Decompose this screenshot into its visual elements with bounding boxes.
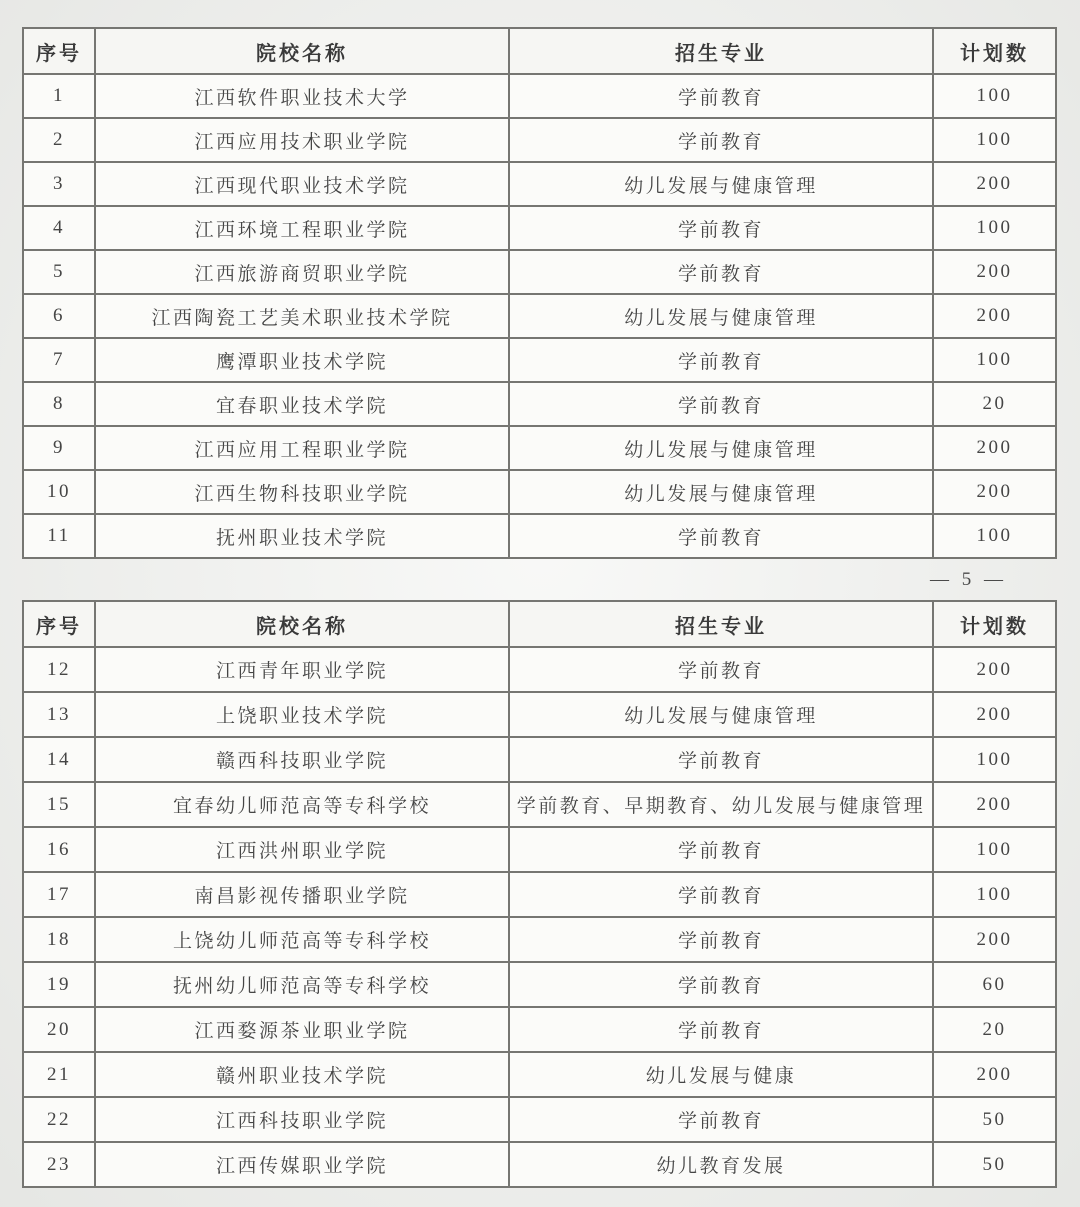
table-header-row bbox=[23, 28, 1056, 74]
header-plan-count: 计划数 bbox=[933, 28, 1056, 74]
cell-plan-count: 100 bbox=[933, 872, 1056, 917]
table-row bbox=[23, 338, 1056, 382]
table-row bbox=[23, 470, 1056, 514]
cell-major: 学前教育 bbox=[509, 206, 933, 250]
cell-plan-count: 100 bbox=[933, 206, 1056, 250]
cell-serial-number: 23 bbox=[23, 1142, 95, 1187]
cell-plan-count: 20 bbox=[933, 1007, 1056, 1052]
cell-school-name: 江西现代职业技术学院 bbox=[95, 162, 509, 206]
cell-major: 学前教育 bbox=[509, 737, 933, 782]
cell-major: 学前教育 bbox=[509, 338, 933, 382]
table-row bbox=[23, 1142, 1056, 1187]
cell-major: 幼儿教育发展 bbox=[509, 1142, 933, 1187]
page-number: — 5 — bbox=[930, 569, 1007, 590]
table-row bbox=[23, 294, 1056, 338]
cell-plan-count: 60 bbox=[933, 962, 1056, 1007]
cell-major: 学前教育 bbox=[509, 827, 933, 872]
cell-plan-count: 50 bbox=[933, 1097, 1056, 1142]
cell-serial-number: 22 bbox=[23, 1097, 95, 1142]
cell-major: 学前教育 bbox=[509, 647, 933, 692]
cell-school-name: 江西婺源茶业职业学院 bbox=[95, 1007, 509, 1052]
header-school-name: 院校名称 bbox=[95, 601, 509, 647]
table-row bbox=[23, 647, 1056, 692]
header-major: 招生专业 bbox=[509, 28, 933, 74]
cell-school-name: 江西洪州职业学院 bbox=[95, 827, 509, 872]
cell-serial-number: 10 bbox=[23, 470, 95, 514]
cell-school-name: 江西青年职业学院 bbox=[95, 647, 509, 692]
table-row bbox=[23, 1097, 1056, 1142]
table-row bbox=[23, 206, 1056, 250]
cell-serial-number: 7 bbox=[23, 338, 95, 382]
cell-plan-count: 50 bbox=[933, 1142, 1056, 1187]
cell-major: 幼儿发展与健康 bbox=[509, 1052, 933, 1097]
cell-school-name: 江西软件职业技术大学 bbox=[95, 74, 509, 118]
cell-school-name: 鹰潭职业技术学院 bbox=[95, 338, 509, 382]
cell-plan-count: 100 bbox=[933, 74, 1056, 118]
cell-serial-number: 2 bbox=[23, 118, 95, 162]
cell-major: 学前教育 bbox=[509, 1007, 933, 1052]
header-major: 招生专业 bbox=[509, 601, 933, 647]
cell-major: 学前教育、早期教育、幼儿发展与健康管理 bbox=[509, 782, 933, 827]
cell-plan-count: 200 bbox=[933, 647, 1056, 692]
cell-major: 幼儿发展与健康管理 bbox=[509, 692, 933, 737]
table-row bbox=[23, 962, 1056, 1007]
cell-plan-count: 100 bbox=[933, 827, 1056, 872]
cell-plan-count: 20 bbox=[933, 382, 1056, 426]
cell-school-name: 上饶幼儿师范高等专科学校 bbox=[95, 917, 509, 962]
cell-school-name: 江西环境工程职业学院 bbox=[95, 206, 509, 250]
table-row bbox=[23, 382, 1056, 426]
cell-plan-count: 200 bbox=[933, 294, 1056, 338]
cell-plan-count: 200 bbox=[933, 1052, 1056, 1097]
cell-school-name: 抚州职业技术学院 bbox=[95, 514, 509, 558]
cell-plan-count: 100 bbox=[933, 118, 1056, 162]
cell-plan-count: 200 bbox=[933, 426, 1056, 470]
cell-school-name: 江西生物科技职业学院 bbox=[95, 470, 509, 514]
cell-school-name: 赣州职业技术学院 bbox=[95, 1052, 509, 1097]
cell-major: 学前教育 bbox=[509, 382, 933, 426]
header-serial-number: 序号 bbox=[23, 601, 95, 647]
header-plan-count: 计划数 bbox=[933, 601, 1056, 647]
cell-school-name: 南昌影视传播职业学院 bbox=[95, 872, 509, 917]
cell-school-name: 宜春职业技术学院 bbox=[95, 382, 509, 426]
cell-school-name: 江西陶瓷工艺美术职业技术学院 bbox=[95, 294, 509, 338]
cell-plan-count: 200 bbox=[933, 162, 1056, 206]
cell-major: 学前教育 bbox=[509, 250, 933, 294]
cell-serial-number: 20 bbox=[23, 1007, 95, 1052]
cell-major: 学前教育 bbox=[509, 514, 933, 558]
cell-serial-number: 19 bbox=[23, 962, 95, 1007]
cell-school-name: 赣西科技职业学院 bbox=[95, 737, 509, 782]
table-header-row bbox=[23, 601, 1056, 647]
admission-plan-table-1 bbox=[22, 27, 1057, 559]
cell-serial-number: 8 bbox=[23, 382, 95, 426]
table-row bbox=[23, 514, 1056, 558]
header-school-name: 院校名称 bbox=[95, 28, 509, 74]
cell-major: 学前教育 bbox=[509, 962, 933, 1007]
cell-major: 幼儿发展与健康管理 bbox=[509, 426, 933, 470]
table-row bbox=[23, 917, 1056, 962]
table-row bbox=[23, 1007, 1056, 1052]
cell-school-name: 抚州幼儿师范高等专科学校 bbox=[95, 962, 509, 1007]
cell-major: 学前教育 bbox=[509, 74, 933, 118]
table-row bbox=[23, 118, 1056, 162]
cell-serial-number: 11 bbox=[23, 514, 95, 558]
cell-major: 学前教育 bbox=[509, 917, 933, 962]
cell-serial-number: 13 bbox=[23, 692, 95, 737]
cell-plan-count: 200 bbox=[933, 782, 1056, 827]
cell-school-name: 江西旅游商贸职业学院 bbox=[95, 250, 509, 294]
cell-serial-number: 12 bbox=[23, 647, 95, 692]
cell-school-name: 江西传媒职业学院 bbox=[95, 1142, 509, 1187]
cell-school-name: 宜春幼儿师范高等专科学校 bbox=[95, 782, 509, 827]
cell-plan-count: 200 bbox=[933, 917, 1056, 962]
cell-plan-count: 100 bbox=[933, 737, 1056, 782]
cell-major: 幼儿发展与健康管理 bbox=[509, 470, 933, 514]
table-row bbox=[23, 827, 1056, 872]
cell-plan-count: 200 bbox=[933, 470, 1056, 514]
cell-serial-number: 17 bbox=[23, 872, 95, 917]
cell-major: 幼儿发展与健康管理 bbox=[509, 162, 933, 206]
cell-school-name: 江西应用技术职业学院 bbox=[95, 118, 509, 162]
cell-serial-number: 9 bbox=[23, 426, 95, 470]
table-row bbox=[23, 1052, 1056, 1097]
table-row bbox=[23, 426, 1056, 470]
table-row bbox=[23, 250, 1056, 294]
cell-major: 学前教育 bbox=[509, 118, 933, 162]
cell-major: 学前教育 bbox=[509, 1097, 933, 1142]
cell-serial-number: 14 bbox=[23, 737, 95, 782]
header-serial-number: 序号 bbox=[23, 28, 95, 74]
table-row bbox=[23, 872, 1056, 917]
cell-serial-number: 3 bbox=[23, 162, 95, 206]
cell-serial-number: 16 bbox=[23, 827, 95, 872]
cell-serial-number: 6 bbox=[23, 294, 95, 338]
cell-plan-count: 100 bbox=[933, 338, 1056, 382]
cell-school-name: 上饶职业技术学院 bbox=[95, 692, 509, 737]
admission-plan-table-2 bbox=[22, 600, 1057, 1188]
table-row bbox=[23, 737, 1056, 782]
cell-plan-count: 100 bbox=[933, 514, 1056, 558]
cell-plan-count: 200 bbox=[933, 692, 1056, 737]
table-row bbox=[23, 782, 1056, 827]
table-row bbox=[23, 162, 1056, 206]
cell-serial-number: 1 bbox=[23, 74, 95, 118]
table-row bbox=[23, 74, 1056, 118]
cell-major: 幼儿发展与健康管理 bbox=[509, 294, 933, 338]
cell-major: 学前教育 bbox=[509, 872, 933, 917]
cell-plan-count: 200 bbox=[933, 250, 1056, 294]
cell-school-name: 江西应用工程职业学院 bbox=[95, 426, 509, 470]
cell-serial-number: 15 bbox=[23, 782, 95, 827]
cell-school-name: 江西科技职业学院 bbox=[95, 1097, 509, 1142]
table-row bbox=[23, 692, 1056, 737]
cell-serial-number: 5 bbox=[23, 250, 95, 294]
cell-serial-number: 18 bbox=[23, 917, 95, 962]
cell-serial-number: 4 bbox=[23, 206, 95, 250]
cell-serial-number: 21 bbox=[23, 1052, 95, 1097]
